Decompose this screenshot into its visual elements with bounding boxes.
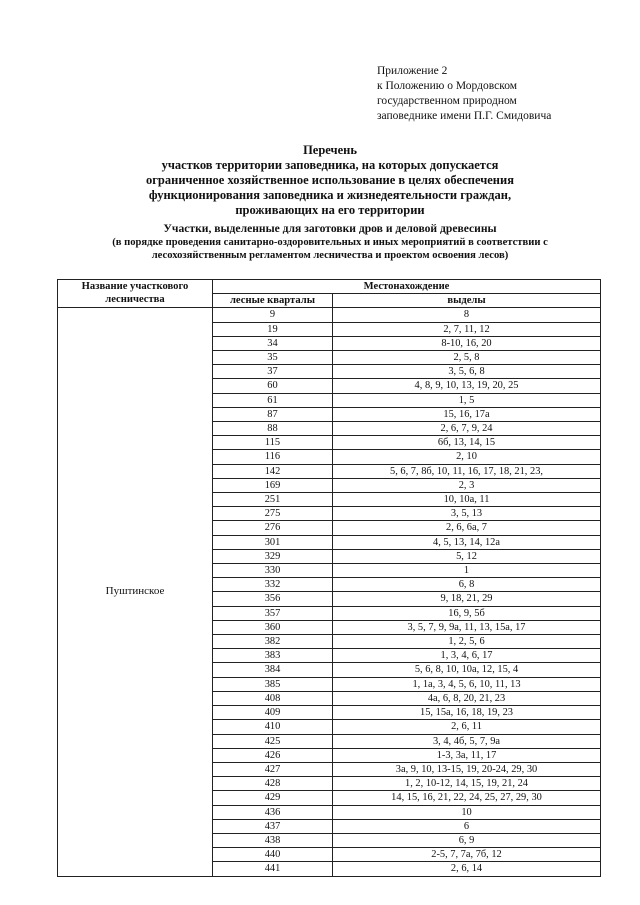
quarter-cell: 60 [213,379,333,393]
plots-cell: 15, 15а, 16, 18, 19, 23 [333,706,601,720]
quarter-cell: 426 [213,748,333,762]
plots-cell: 6б, 13, 14, 15 [333,436,601,450]
plots-cell: 3, 4, 4б, 5, 7, 9а [333,734,601,748]
quarter-cell: 116 [213,450,333,464]
title-line: Перечень [303,143,357,157]
plots-cell: 6 [333,819,601,833]
quarter-cell: 441 [213,862,333,876]
forestry-name-cell: Пуштинское [58,308,213,876]
plots-table [57,279,601,877]
quarter-cell: 383 [213,649,333,663]
quarter-cell: 35 [213,351,333,365]
plots-cell: 2, 5, 8 [333,351,601,365]
quarter-cell: 275 [213,507,333,521]
quarter-cell: 429 [213,791,333,805]
plots-cell: 5, 6, 8, 10, 10а, 12, 15, 4 [333,663,601,677]
plots-cell: 4, 5, 13, 14, 12а [333,535,601,549]
subtitle-line: (в порядке проведения санитарно-оздоровительных и иных мероприятий в соответствии с [112,236,548,248]
quarter-cell: 37 [213,365,333,379]
plots-cell: 15, 16, 17а [333,407,601,421]
plots-cell: 2, 3 [333,478,601,492]
quarter-cell: 88 [213,422,333,436]
quarter-cell: 382 [213,635,333,649]
quarter-cell: 115 [213,436,333,450]
header-location: Местонахождение [213,280,601,294]
quarter-cell: 276 [213,521,333,535]
table-body [58,308,601,876]
quarter-cell: 360 [213,620,333,634]
plots-cell: 16, 9, 5б [333,606,601,620]
subtitle-line: лесохозяйственным регламентом лесничества и проектом освоения лесов) [151,250,509,261]
quarter-cell: 356 [213,592,333,606]
quarter-cell: 301 [213,535,333,549]
appendix-line: к Положению о Мордовском [377,80,518,92]
plots-cell: 14, 15, 16, 21, 22, 24, 25, 27, 29, 30 [333,791,601,805]
appendix-line: Приложение 2 [377,65,448,77]
plots-cell: 8-10, 16, 20 [333,336,601,350]
plots-cell: 2-5, 7, 7а, 7б, 12 [333,848,601,862]
plots-cell: 2, 10 [333,450,601,464]
quarter-cell: 9 [213,308,333,322]
plots-cell: 1, 2, 10-12, 14, 15, 19, 21, 24 [333,777,601,791]
plots-cell: 2, 6, 6а, 7 [333,521,601,535]
appendix-line: заповеднике имени П.Г. Смидовича [377,110,552,122]
quarter-cell: 425 [213,734,333,748]
table-row [58,308,601,322]
quarter-cell: 428 [213,777,333,791]
plots-cell: 2, 6, 11 [333,720,601,734]
title-line: участков территории заповедника, на которых допускается [161,158,499,172]
quarter-cell: 142 [213,464,333,478]
plots-cell: 4, 8, 9, 10, 13, 19, 20, 25 [333,379,601,393]
plots-cell: 1, 1а, 3, 4, 5, 6, 10, 11, 13 [333,677,601,691]
title-line: проживающих на его территории [235,203,425,217]
quarter-cell: 436 [213,805,333,819]
header-forestry-name: Название участкового лесничества [58,280,213,308]
plots-cell: 4а, 6, 8, 20, 21, 23 [333,691,601,705]
quarter-cell: 34 [213,336,333,350]
quarter-cell: 87 [213,407,333,421]
quarter-cell: 332 [213,578,333,592]
plots-cell: 1-3, 3а, 11, 17 [333,748,601,762]
plots-cell: 1 [333,564,601,578]
quarter-cell: 251 [213,493,333,507]
section-subtitle [40,222,620,263]
plots-cell: 1, 3, 4, 6, 17 [333,649,601,663]
quarter-cell: 385 [213,677,333,691]
quarter-cell: 410 [213,720,333,734]
quarter-cell: 19 [213,322,333,336]
appendix-note [377,64,627,124]
plots-cell: 2, 6, 7, 9, 24 [333,422,601,436]
quarter-cell: 357 [213,606,333,620]
quarter-cell: 437 [213,819,333,833]
plots-cell: 5, 6, 7, 8б, 10, 11, 16, 17, 18, 21, 23, [333,464,601,478]
title-line: ограниченное хозяйственное использование в целях обеспечения [146,173,514,187]
plots-cell: 10, 10а, 11 [333,493,601,507]
plots-cell: 8 [333,308,601,322]
quarter-cell: 427 [213,762,333,776]
quarter-cell: 438 [213,833,333,847]
quarter-cell: 169 [213,478,333,492]
plots-cell: 2, 6, 14 [333,862,601,876]
header-quarters: лесные кварталы [213,294,333,308]
plots-cell: 6, 9 [333,833,601,847]
plots-cell: 6, 8 [333,578,601,592]
quarter-cell: 330 [213,564,333,578]
plots-cell: 9, 18, 21, 29 [333,592,601,606]
plots-cell: 1, 5 [333,393,601,407]
header-plots: выделы [333,294,601,308]
plots-cell: 1, 2, 5, 6 [333,635,601,649]
quarter-cell: 440 [213,848,333,862]
quarter-cell: 329 [213,549,333,563]
plots-cell: 5, 12 [333,549,601,563]
plots-cell: 3, 5, 7, 9, 9а, 11, 13, 15а, 17 [333,620,601,634]
subtitle-main: Участки, выделенные для заготовки дров и деловой древесины [163,222,497,235]
plots-cell: 3а, 9, 10, 13-15, 19, 20-24, 29, 30 [333,762,601,776]
quarter-cell: 409 [213,706,333,720]
plots-cell: 10 [333,805,601,819]
plots-cell: 2, 7, 11, 12 [333,322,601,336]
document-title [60,143,600,218]
quarter-cell: 384 [213,663,333,677]
quarter-cell: 408 [213,691,333,705]
plots-cell: 3, 5, 6, 8 [333,365,601,379]
appendix-line: государственном природном [377,95,517,107]
title-line: функционирования заповедника и жизнедеятельности граждан, [148,188,512,202]
quarter-cell: 61 [213,393,333,407]
plots-cell: 3, 5, 13 [333,507,601,521]
